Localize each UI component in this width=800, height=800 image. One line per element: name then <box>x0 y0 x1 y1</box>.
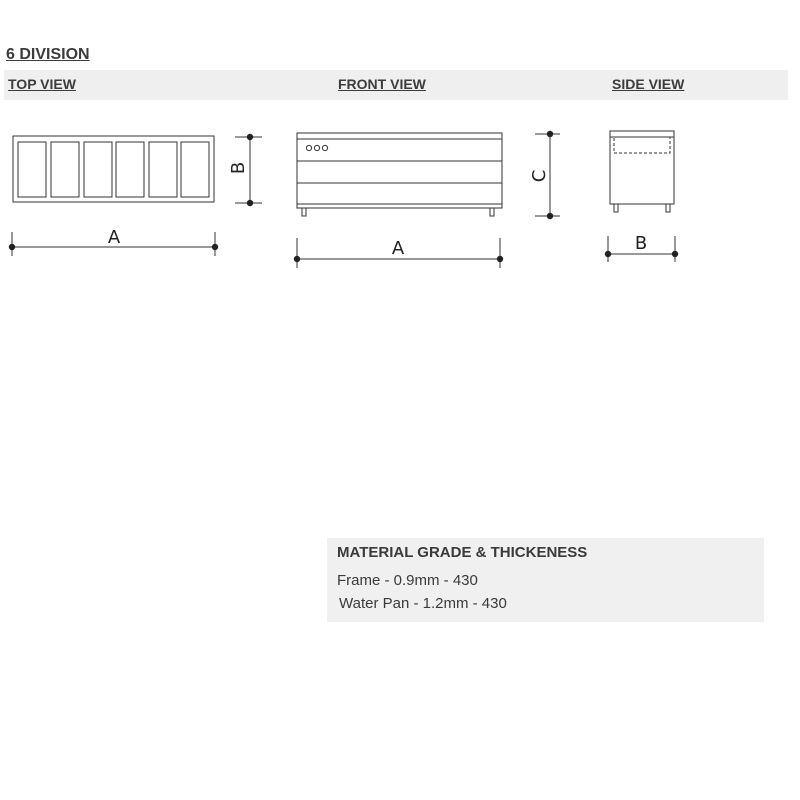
material-frame-spec: Frame - 0.9mm - 430 <box>337 572 478 589</box>
side-view-drawing <box>610 131 674 212</box>
side-leg-right <box>666 204 670 212</box>
water-pan-hidden <box>614 137 670 153</box>
water-pan-4 <box>116 142 144 197</box>
top-view-label: TOP VIEW <box>8 76 76 92</box>
control-knob-1 <box>306 145 311 150</box>
front-leg-left <box>302 208 306 216</box>
control-knob-2 <box>314 145 319 150</box>
top-dimension-a-label: A <box>107 227 121 248</box>
front-dimension-c-label: C <box>529 169 550 183</box>
top-view-drawing <box>13 136 214 202</box>
top-view-outline <box>13 136 214 202</box>
drawing-title: 6 DIVISION <box>6 46 90 63</box>
water-pan-5 <box>149 142 177 197</box>
water-pan-3 <box>84 142 112 197</box>
water-pan-1 <box>18 142 46 197</box>
front-view-drawing <box>297 133 502 216</box>
front-view-outline <box>297 133 502 208</box>
material-title: MATERIAL GRADE & THICKENESS <box>337 544 588 561</box>
side-view-outline <box>610 131 674 204</box>
side-dimension-b-label: B <box>634 233 648 254</box>
front-view-label: FRONT VIEW <box>338 76 426 92</box>
top-dimension-b-label: B <box>228 161 249 175</box>
front-dimension-a-label: A <box>391 238 405 259</box>
water-pan-2 <box>51 142 79 197</box>
water-pan-6 <box>181 142 209 197</box>
front-leg-right <box>490 208 494 216</box>
side-leg-left <box>614 204 618 212</box>
side-view-label: SIDE VIEW <box>612 76 685 92</box>
control-knob-3 <box>322 145 327 150</box>
material-water-pan-spec: Water Pan - 1.2mm - 430 <box>339 595 507 612</box>
